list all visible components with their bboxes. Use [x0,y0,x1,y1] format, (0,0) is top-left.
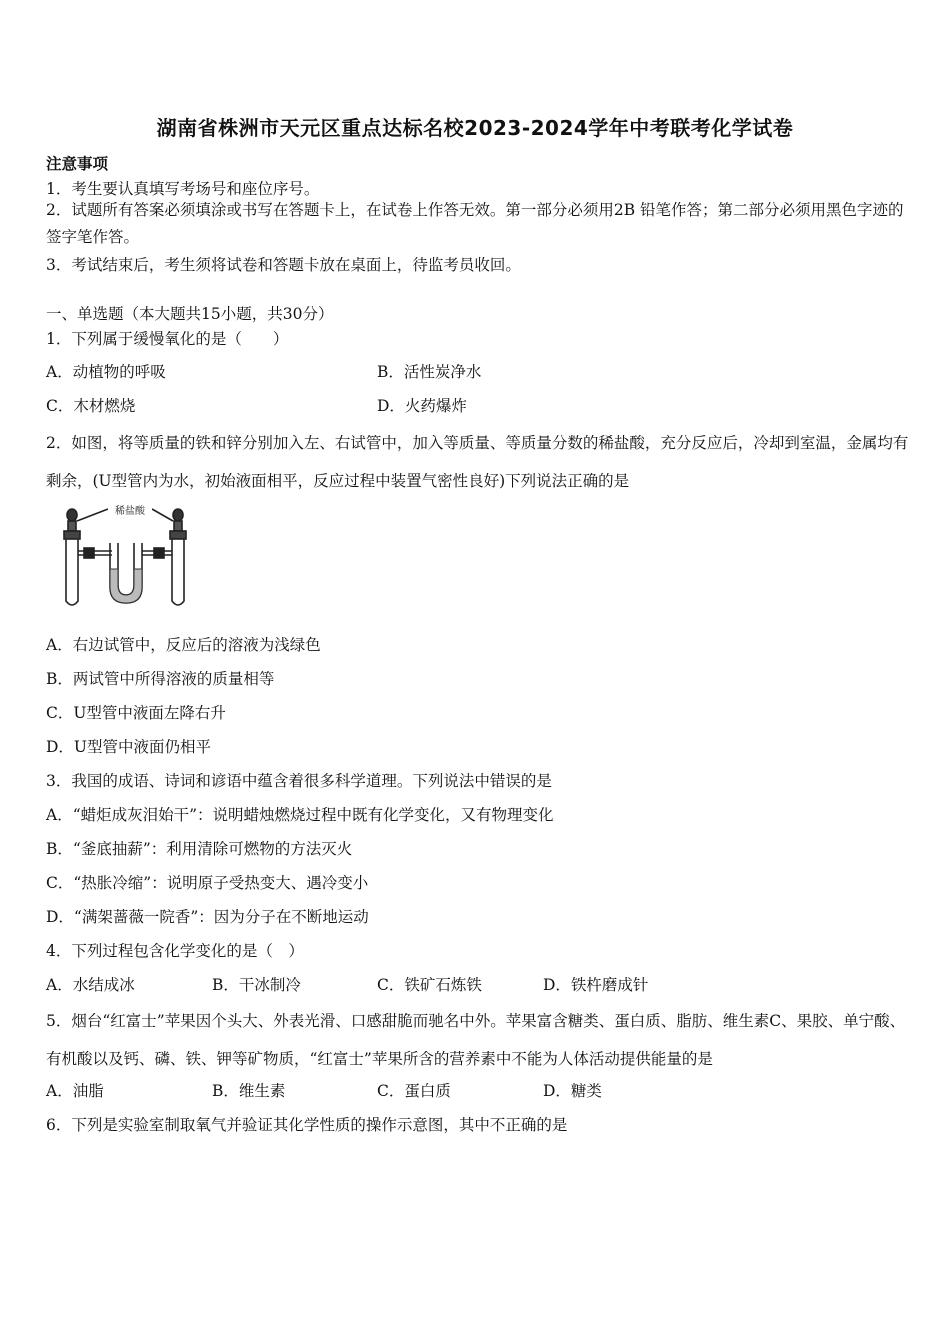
notice-item: 2．试题所有答案必须填涂或书写在答题卡上，在试卷上作答无效。第一部分必须用2B 铅笔作答；第二部分必须用黑色字迹的签字笔作答。 [46,201,904,246]
question-stem: 4．下列过程包含化学变化的是（ ） [46,942,304,960]
notice-item: 1．考生要认真填写考场号和座位序号。 [46,180,320,198]
option-c: C．U型管中液面左降右升 [46,704,226,722]
option-a: A．水结成冰 [46,976,135,994]
option-b: B．“釜底抽薪”：利用清除可燃物的方法灭火 [46,840,353,858]
option-d: D．火药爆炸 [377,397,467,415]
option-c: C．木材燃烧 [46,397,136,415]
option-a: A．动植物的呼吸 [46,363,166,381]
option-d: D．铁杵磨成针 [543,976,649,994]
notice-heading: 注意事项 [46,154,109,173]
option-a: A．油脂 [46,1082,104,1100]
option-a: A．“蜡炬成灰泪始干”：说明蜡烛燃烧过程中既有化学变化，又有物理变化 [46,806,554,824]
option-d: D．U型管中液面仍相平 [46,738,211,756]
option-b: B．两试管中所得溶液的质量相等 [46,670,275,688]
u-tube-apparatus-figure [50,503,210,611]
option-b: B．干冰制冷 [212,976,301,994]
option-d: D．糖类 [543,1082,602,1100]
option-c: C．铁矿石炼铁 [377,976,482,994]
option-d: D．“满架蔷薇一院香”：因为分子在不断地运动 [46,908,369,926]
option-b: B．活性炭净水 [377,363,482,381]
page-title: 湖南省株洲市天元区重点达标名校2023-2024学年中考联考化学试卷 [156,116,794,140]
option-c: C．“热胀冷缩”：说明原子受热变大、遇冷变小 [46,874,369,892]
question-stem: 2．如图，将等质量的铁和锌分别加入左、右试管中，加入等质量、等质量分数的稀盐酸，充分反应后，冷却到室温，金属均有剩余，(U型管内为水，初始液面相平，反应过程中装置气密性良好)下列说法正确的是 [46,434,909,490]
question-stem: 6．下列是实验室制取氧气并验证其化学性质的操作示意图，其中不正确的是 [46,1116,568,1134]
option-c: C．蛋白质 [377,1082,451,1100]
question-stem: 5．烟台“红富士”苹果因个头大、外表光滑、口感甜脆而驰名中外。苹果富含糖类、蛋白质、脂肪、维生素C、果胶、单宁酸、有机酸以及钙、磷、铁、钾等矿物质，“红富士”苹果所含的营养素中不能为人体活动提供能量的是 [46,1012,906,1068]
question-stem: 3．我国的成语、诗词和谚语中蕴含着很多科学道理。下列说法中错误的是 [46,772,552,790]
option-a: A．右边试管中，反应后的溶液为浅绿色 [46,636,321,654]
section-heading: 一、单选题（本大题共15小题，共30分） [46,305,334,323]
option-b: B．维生素 [212,1082,286,1100]
question-stem: 1．下列属于缓慢氧化的是（ ） [46,330,289,348]
notice-item: 3．考试结束后，考生须将试卷和答题卡放在桌面上，待监考员收回。 [46,256,521,274]
figure-label: 稀盐酸 [115,506,145,517]
